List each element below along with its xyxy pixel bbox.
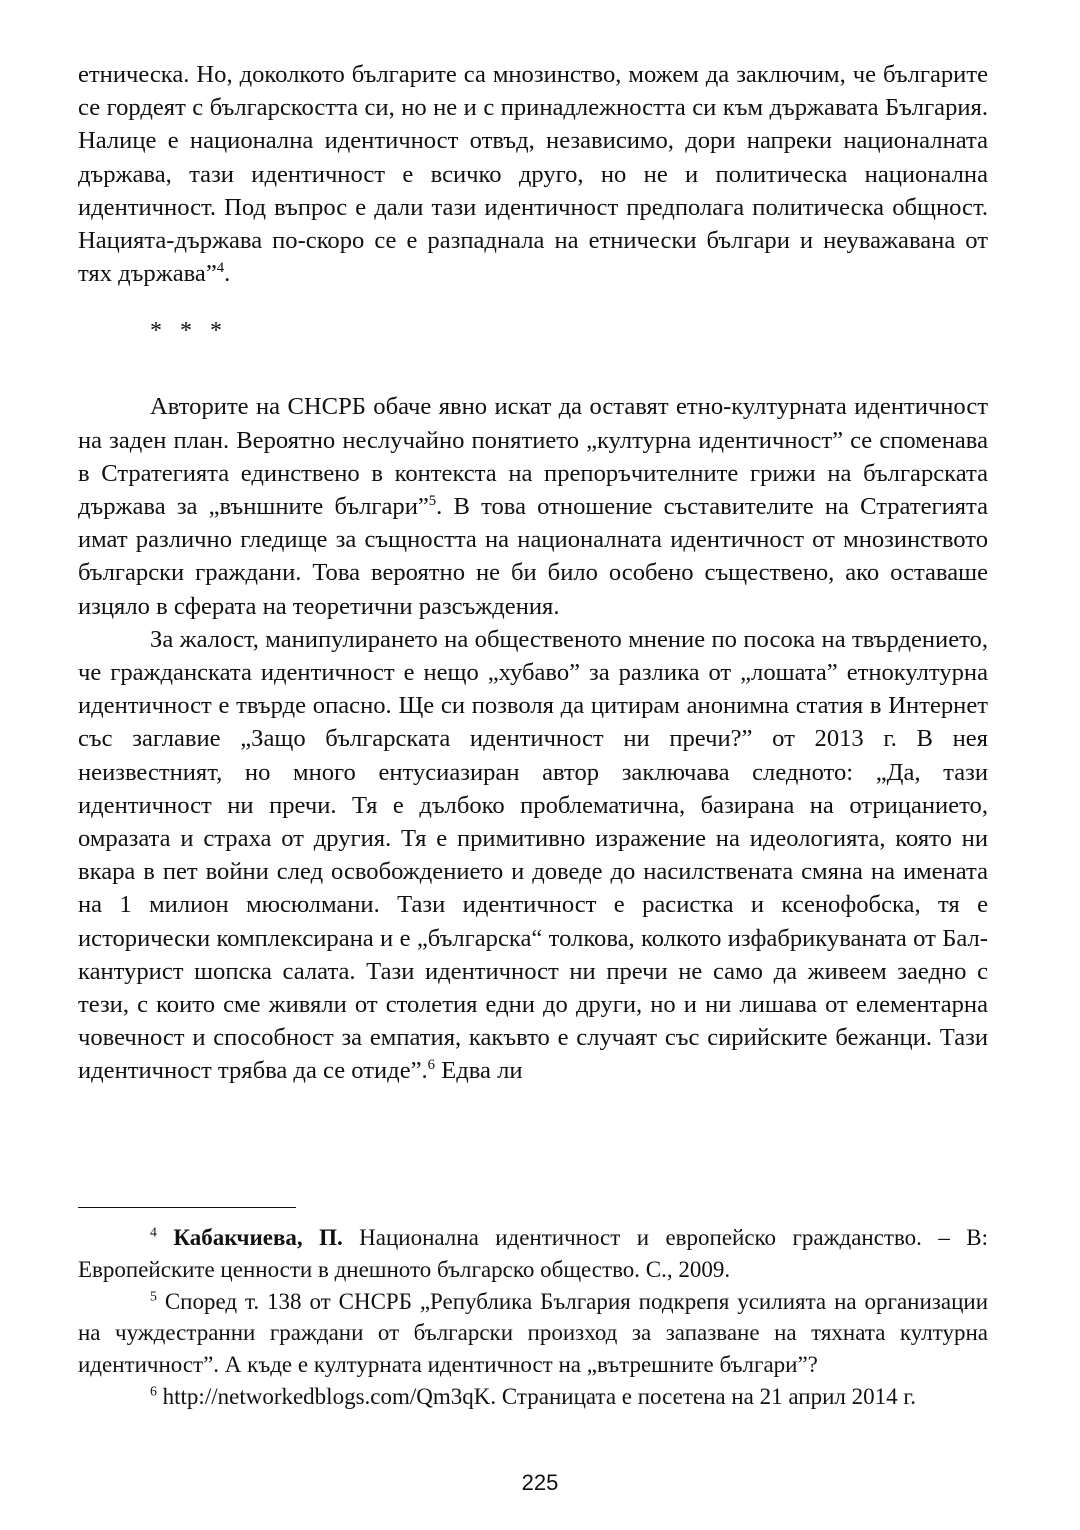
page-number: 225 — [521, 1470, 559, 1495]
footnotes — [78, 1222, 988, 1413]
footnote-number: 4 — [150, 1224, 157, 1240]
paragraph-text: Авторите на СНСРБ обаче явно искат да оставят етно-културната идентичност на заден план. Вероятно неслучайно понятието „културна идентичност” се споменава в Стратегията единствено в контекста на препоръчителните грижи на българската държава за „външните българи” — [78, 393, 988, 521]
separator-star: * — [210, 318, 224, 345]
separator-star: * — [150, 318, 164, 345]
footnote-ref-5: 5 — [428, 492, 437, 509]
separator-star: * — [180, 318, 194, 345]
paragraph-continuation — [78, 58, 988, 290]
paragraph-manipulation — [78, 623, 988, 1088]
footnote-ref-4: 4 — [216, 260, 225, 277]
footnote-author: Кабакчиева, П. — [173, 1225, 343, 1250]
paragraph-tail: . — [224, 260, 231, 288]
footnote-ref-6: 6 — [427, 1057, 436, 1074]
footnote-number: 5 — [150, 1287, 157, 1303]
paragraph-tail: . В това отношение съставителите на Стратегията имат различно гледище за същността на националната идентичност от мнозинството български граждани. Това вероятно не би било особено съществено, ако оставаше изцяло в сферата на теоретични разсъждения. — [78, 493, 989, 620]
footnote-5 — [78, 1286, 988, 1381]
paragraph-tail: Едва ли — [435, 1057, 523, 1085]
paragraph-authors — [78, 390, 988, 622]
paragraph-text: За жалост, манипулирането на общественото мнение по посока на твърдението, че гражданската идентичност е нещо „хубаво” за разлика от „лошата” етнокултурна идентичност е твърде опасно. Ще си позволя да цитирам анонимна статия в Интернет със заглавие „Защо българската идентичност ни пречи?” от 2013 г. В нея неизвестният, но много ентусиазиран автор заключава следното: „Да, тази идентичност ни пречи. Тя е дълбоко проблематична, базирана на отрицанието, омразата и страха от другия. Тя е примитивно изражение на идеологията, която ни вкара в пет войни след освобождението и доведе до насилствената смяна на имената на 1 милион мюсюлмани. Тази идентичност е расистка и ксенофобска, тя е исторически комплексирана и е „българска“ толкова, колкото изфабрикуваната от Балкантурист шопска салата. Тази идентичност ни пречи не само да живеем заедно с тези, с които сме живяли от столетия едни до други, но и ни лишава от елементарна човечност и способност за емпатия, какъвто е случаят със сирийските бежанци. Тази идентичност трябва да се отиде”. — [78, 625, 988, 1085]
section-separator — [78, 290, 988, 390]
footnote-text: Според т. 138 от СНСРБ „Република България подкрепя усилията на организации на чуждестранни граждани от български произход за запазване на тяхната културна идентичност”. А къде е културната идентичност на „вътрешните българи”? — [78, 1288, 988, 1378]
footnote-text: http://networkedblogs.com/Qm3qK. Страницата е посетена на 21 април 2014 г. — [156, 1383, 916, 1409]
paragraph-text: етническа. Но, доколкото българите са мнозинство, можем да заключим, че българите се гордеят с българскостта си, но не и с принадлежността си към държавата България. Налице е национална идентичност отвъд, независимо, дори напреки националната държава, тази идентичност е всичко друго, но не и политическа национална идентичност. Под въпрос е дали тази идентичност предполага политическа общност. Нацията-държава по-скоро се е разпаднала на етнически българи и неуважавана от тях държава” — [78, 61, 988, 288]
footnote-4 — [78, 1222, 988, 1286]
footnote-number: 6 — [150, 1383, 157, 1399]
footnote-separator-line — [78, 1207, 296, 1208]
footnote-text: Национална идентичност и европейско гражданство. – В: Европейските ценности в днешното българско общество. С., 2009. — [78, 1225, 988, 1282]
footnote-6 — [78, 1381, 988, 1413]
main-text — [78, 58, 988, 1088]
